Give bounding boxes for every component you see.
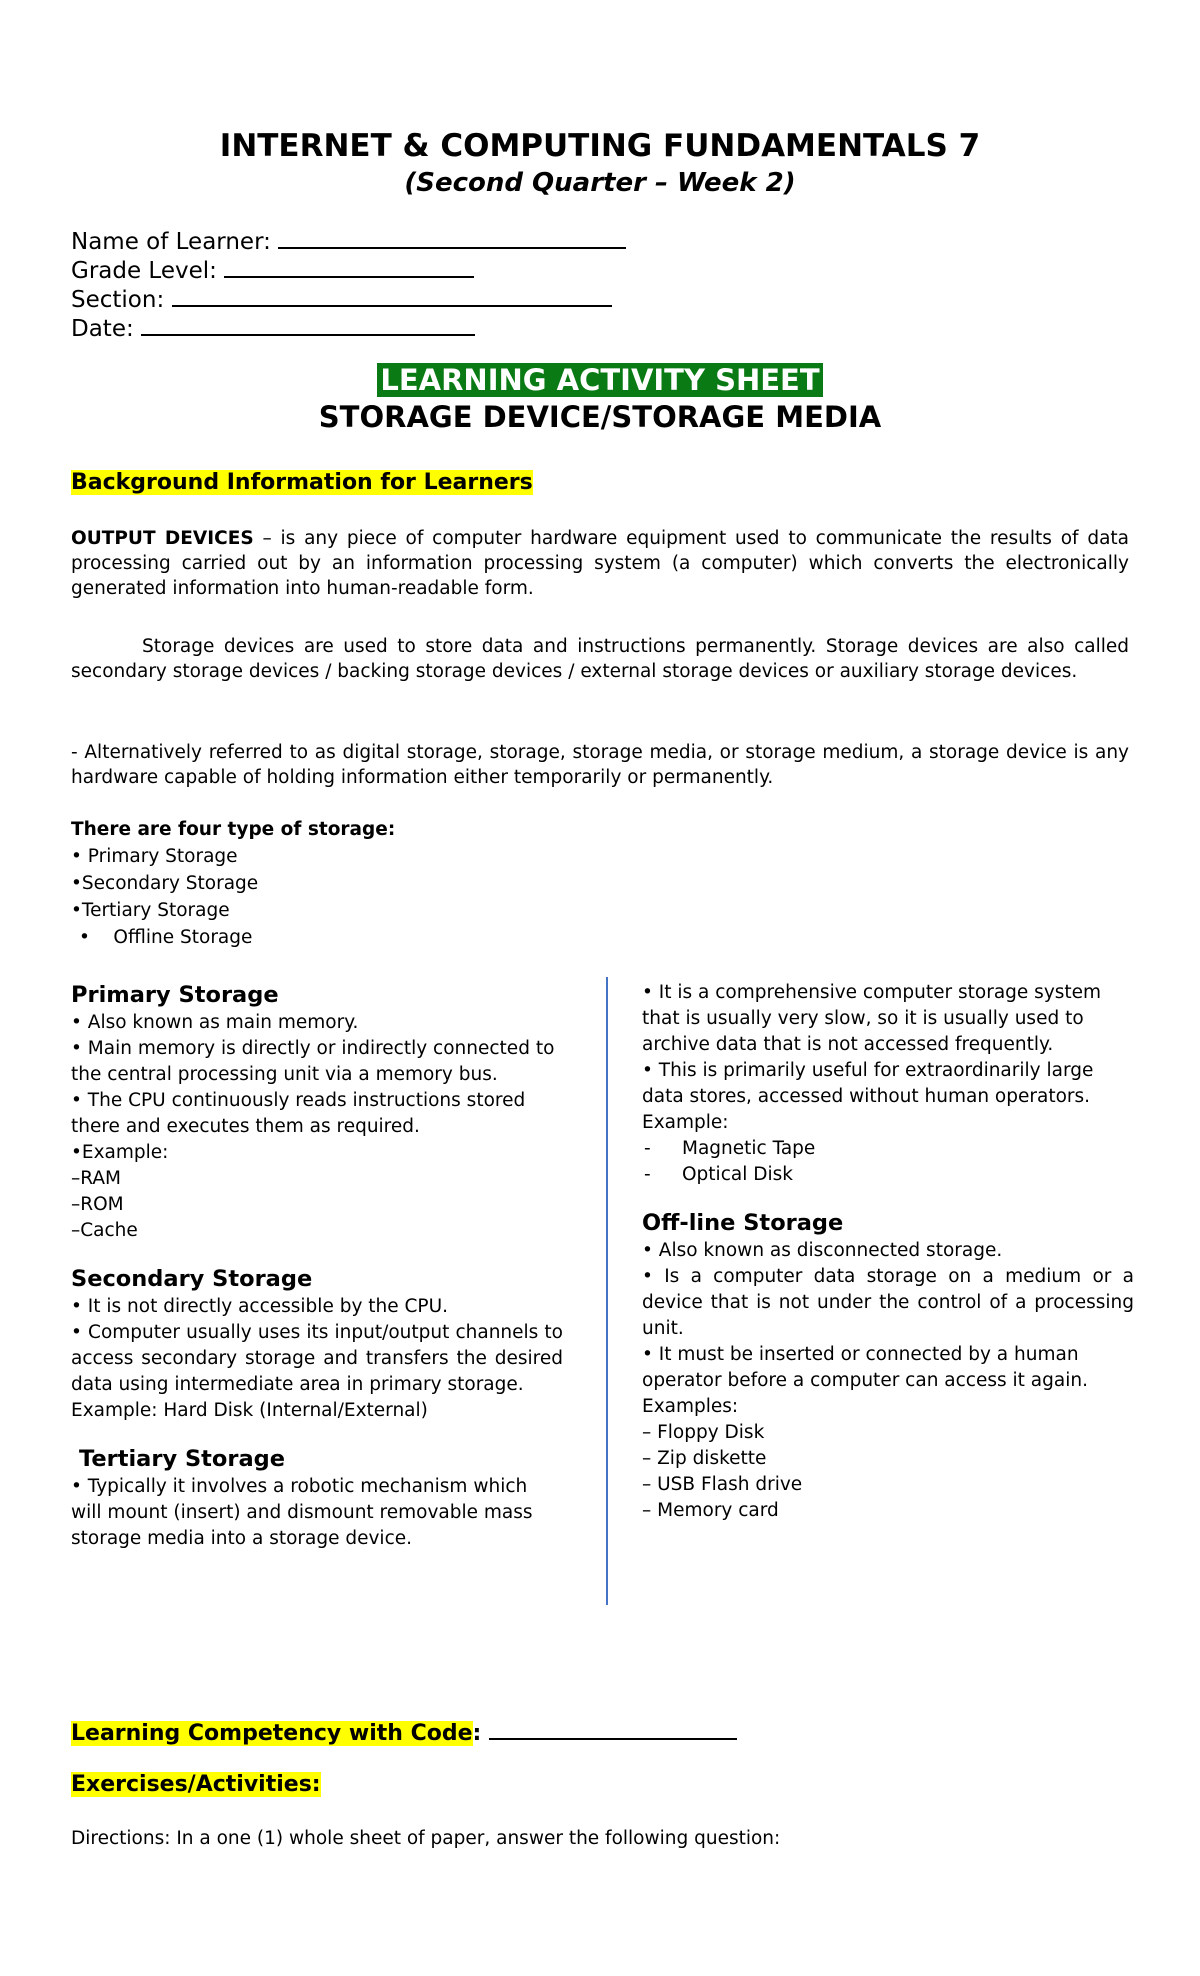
list-item: • Also known as disconnected storage.: [642, 1240, 1003, 1261]
grade-blank[interactable]: [224, 256, 474, 278]
list-item: •Example:: [71, 1142, 169, 1163]
output-devices-text: – is any piece of computer hardware equipment used to communicate the results of data processing carried out by an information processing system (a computer) which converts the electronically generated information into human-readable form.: [71, 528, 1129, 599]
name-blank[interactable]: [278, 227, 626, 249]
grade-row: [71, 256, 626, 285]
list-item: • Primary Storage: [71, 846, 238, 867]
column-divider: [606, 977, 608, 1605]
list-item: • This is primarily useful for extraordinarily large data stores, accessed without human operators.: [642, 1060, 1094, 1107]
list-item: Example:: [642, 1112, 729, 1133]
list-item: Examples:: [642, 1396, 739, 1417]
list-item: • The CPU continuously reads instructions stored there and executes them as required.: [71, 1090, 526, 1137]
activity-title-wrap: [71, 363, 1129, 397]
learner-info-block: [71, 227, 626, 343]
exercises-heading: Exercises/Activities:: [71, 1772, 321, 1797]
list-item: • It is not directly accessible by the CPU.: [71, 1296, 449, 1317]
right-column: [642, 980, 1134, 1524]
grade-label: Grade Level:: [71, 258, 217, 284]
secondary-storage-heading: Secondary Storage: [71, 1266, 313, 1292]
storage-devices-paragraph: Storage devices are used to store data and instructions permanently. Storage devices are also called secondary storage devices / backing storage devices / external storage devices or auxiliary storage devices.: [71, 636, 1129, 682]
competency-blank[interactable]: [489, 1718, 737, 1740]
list-item: – Floppy Disk: [642, 1422, 765, 1443]
list-item: - Magnetic Tape: [644, 1138, 816, 1159]
list-item: • It must be inserted or connected by a human operator before a computer can access it again.: [642, 1344, 1088, 1391]
storage-types-list: [71, 816, 395, 951]
list-item: Example: Hard Disk (Internal/External): [71, 1400, 428, 1421]
topic-title: STORAGE DEVICE/STORAGE MEDIA: [318, 400, 882, 434]
list-item: – Zip diskette: [642, 1448, 767, 1469]
list-item: • Also known as main memory.: [71, 1012, 359, 1033]
competency-row: Learning Competency with Code:: [71, 1718, 737, 1746]
name-label: Name of Learner:: [71, 229, 271, 255]
left-column: [71, 980, 563, 1552]
section-label: Section:: [71, 287, 165, 313]
list-item: • It is a comprehensive computer storage system that is usually very slow, so it is usually used to archive data that is not accessed frequently.: [642, 982, 1102, 1055]
list-item: •Secondary Storage: [71, 873, 259, 894]
competency-label: Learning Competency with Code: [71, 1721, 473, 1746]
alt-definition-paragraph: - Alternatively referred to as digital storage, storage, storage media, or storage medium, a storage device is any hardware capable of holding information either temporarily or permanently.: [71, 742, 1129, 788]
list-item: – Memory card: [642, 1500, 779, 1521]
activity-title: LEARNING ACTIVITY SHEET: [377, 363, 822, 397]
date-row: [71, 314, 626, 343]
directions-text: Directions: In a one (1) whole sheet of paper, answer the following question:: [71, 1828, 781, 1849]
list-item: • Is a computer data storage on a medium or a device that is not under the control of a processing unit.: [642, 1266, 1134, 1339]
list-item: –Cache: [71, 1220, 138, 1241]
storage-types-heading: There are four type of storage:: [71, 819, 396, 840]
list-item: • Typically it involves a robotic mechanism which will mount (insert) and dismount removable mass storage media into a storage device.: [71, 1476, 533, 1549]
list-item: • Main memory is directly or indirectly connected to the central processing unit via a memory bus.: [71, 1038, 555, 1085]
list-item: – USB Flash drive: [642, 1474, 803, 1495]
output-devices-paragraph: [71, 526, 1129, 601]
background-heading: Background Information for Learners: [71, 470, 533, 495]
list-item: • Offline Storage: [79, 927, 253, 948]
list-item: - Optical Disk: [644, 1164, 793, 1185]
document-title: INTERNET & COMPUTING FUNDAMENTALS 7: [219, 128, 981, 164]
tertiary-storage-heading: Tertiary Storage: [79, 1446, 286, 1472]
section-row: [71, 285, 626, 314]
primary-storage-heading: Primary Storage: [71, 982, 279, 1008]
name-row: [71, 227, 626, 256]
date-blank[interactable]: [141, 314, 475, 336]
output-devices-term: OUTPUT DEVICES: [71, 528, 254, 549]
section-blank[interactable]: [172, 285, 612, 307]
list-item: •Tertiary Storage: [71, 900, 230, 921]
date-label: Date:: [71, 316, 134, 342]
list-item: • Computer usually uses its input/output channels to access secondary storage and transfers the desired data using intermediate area in primary storage.: [71, 1322, 563, 1395]
document-subtitle: (Second Quarter – Week 2): [404, 168, 796, 198]
offline-storage-heading: Off-line Storage: [642, 1210, 844, 1236]
list-item: –RAM: [71, 1168, 121, 1189]
list-item: –ROM: [71, 1194, 124, 1215]
